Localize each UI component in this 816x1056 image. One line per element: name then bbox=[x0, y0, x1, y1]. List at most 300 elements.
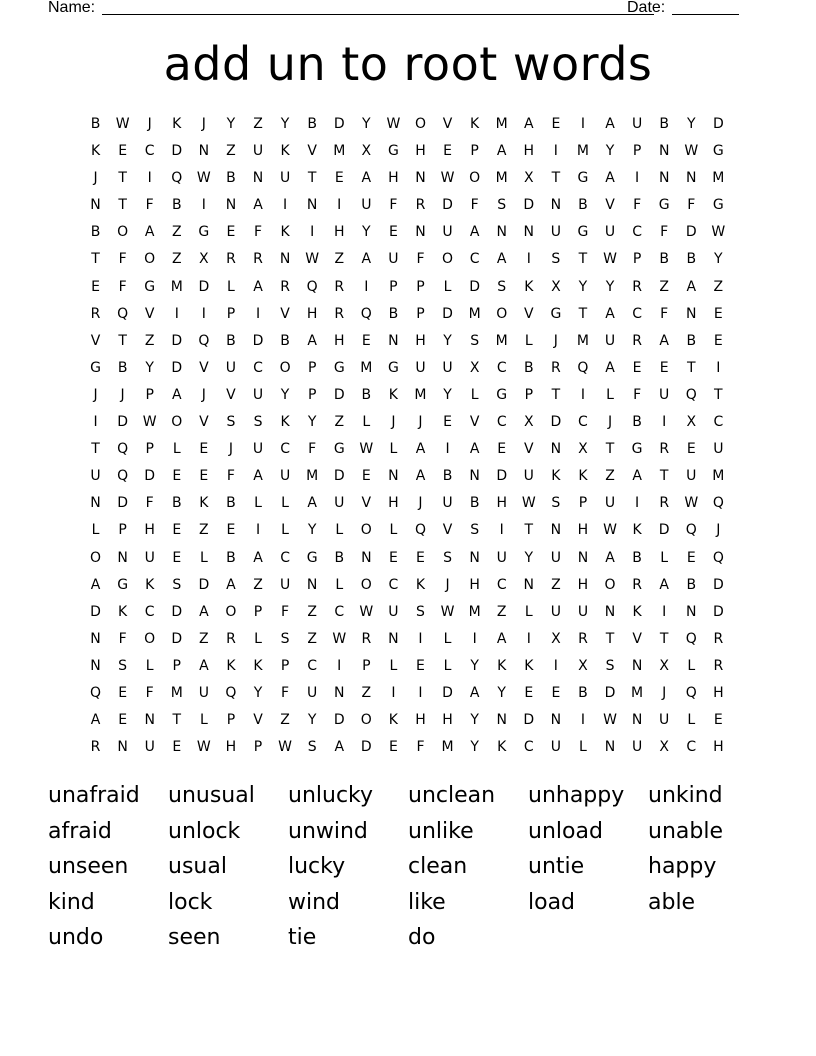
grid-letter: U bbox=[577, 603, 589, 620]
grid-letter: W bbox=[603, 712, 617, 729]
grid-letter: C bbox=[632, 305, 642, 322]
grid-letter: Z bbox=[171, 224, 182, 241]
grid-letter: U bbox=[604, 495, 616, 512]
grid-letter: K bbox=[524, 657, 534, 674]
grid-letter: A bbox=[605, 549, 615, 566]
grid-letter: S bbox=[470, 522, 480, 539]
grid-letter: Q bbox=[117, 305, 129, 322]
grid-letter: Z bbox=[253, 576, 263, 593]
grid-letter: O bbox=[469, 170, 481, 187]
grid-letter: I bbox=[553, 657, 558, 674]
grid-letter: L bbox=[91, 522, 100, 539]
word-bank-item: unusual bbox=[168, 783, 255, 808]
grid-letter: W bbox=[359, 441, 374, 458]
grid-letter: O bbox=[117, 224, 129, 241]
grid-letter: K bbox=[145, 576, 155, 593]
word-bank-item: afraid bbox=[48, 818, 112, 844]
grid-letter: C bbox=[496, 576, 507, 593]
grid-letter: R bbox=[334, 278, 345, 295]
grid-letter: M bbox=[631, 684, 644, 701]
grid-letter: Z bbox=[551, 576, 561, 593]
grid-letter: R bbox=[280, 278, 290, 295]
grid-letter: G bbox=[198, 224, 210, 241]
grid-letter: O bbox=[171, 414, 183, 431]
grid-letter: H bbox=[306, 305, 318, 322]
grid-letter: K bbox=[497, 739, 507, 756]
word-bank-item: unafraid bbox=[48, 783, 140, 808]
grid-letter: P bbox=[470, 143, 479, 160]
grid-letter: D bbox=[496, 468, 508, 485]
grid-letter: U bbox=[686, 468, 697, 485]
grid-letter: U bbox=[442, 495, 453, 512]
grid-letter: H bbox=[415, 332, 426, 349]
grid-letter: D bbox=[333, 712, 345, 729]
grid-letter: U bbox=[659, 386, 670, 403]
grid-letter: Z bbox=[713, 278, 724, 295]
grid-letter: L bbox=[687, 712, 696, 729]
grid-letter: A bbox=[253, 468, 263, 485]
grid-letter: L bbox=[335, 522, 344, 539]
grid-letter: B bbox=[226, 549, 236, 566]
grid-letter: K bbox=[524, 278, 534, 295]
grid-letter: L bbox=[145, 657, 154, 674]
grid-letter: V bbox=[226, 386, 236, 403]
grid-letter: R bbox=[551, 359, 561, 376]
grid-letter: X bbox=[578, 441, 588, 458]
grid-letter: K bbox=[497, 657, 507, 674]
grid-letter: W bbox=[142, 414, 157, 431]
grid-letter: Y bbox=[470, 657, 479, 674]
grid-letter: C bbox=[280, 441, 290, 458]
grid-letter: K bbox=[226, 657, 236, 674]
grid-letter: L bbox=[389, 657, 398, 674]
grid-letter: A bbox=[253, 197, 263, 214]
grid-letter: Y bbox=[280, 386, 290, 403]
grid-letter: U bbox=[279, 468, 291, 485]
grid-letter: L bbox=[524, 332, 533, 349]
grid-letter: N bbox=[90, 630, 101, 647]
grid-letter: C bbox=[469, 251, 480, 268]
grid-letter: E bbox=[713, 332, 723, 349]
grid-letter: A bbox=[659, 332, 669, 349]
grid-letter: B bbox=[226, 495, 236, 512]
grid-letter: E bbox=[172, 468, 182, 485]
grid-letter: N bbox=[388, 630, 399, 647]
grid-letter: T bbox=[524, 522, 534, 539]
page-title: add un to root words bbox=[163, 37, 653, 91]
grid-letter: E bbox=[443, 414, 452, 431]
word-bank-item: happy bbox=[648, 854, 717, 879]
grid-letter: R bbox=[659, 495, 670, 512]
word-bank-item: usual bbox=[168, 854, 227, 879]
grid-letter: Q bbox=[306, 278, 318, 295]
grid-letter: I bbox=[445, 441, 450, 458]
grid-letter: T bbox=[659, 630, 669, 647]
grid-letter: A bbox=[605, 305, 615, 322]
grid-letter: H bbox=[144, 522, 155, 539]
word-bank-item: unable bbox=[648, 818, 723, 844]
grid-letter: M bbox=[468, 603, 481, 620]
grid-letter: D bbox=[198, 576, 210, 593]
grid-letter: Z bbox=[307, 603, 317, 620]
grid-letter: L bbox=[199, 712, 208, 729]
grid-letter: A bbox=[605, 359, 615, 376]
grid-letter: H bbox=[496, 495, 507, 512]
grid-letter: N bbox=[225, 197, 237, 214]
grid-letter: E bbox=[686, 441, 696, 458]
grid-letter: N bbox=[90, 657, 101, 674]
grid-letter: Q bbox=[685, 630, 697, 647]
grid-letter: A bbox=[686, 278, 697, 295]
grid-letter: V bbox=[144, 305, 155, 322]
grid-letter: B bbox=[117, 359, 128, 376]
grid-letter: K bbox=[253, 657, 263, 674]
grid-letter: L bbox=[335, 576, 344, 593]
grid-letter: E bbox=[226, 522, 236, 539]
grid-letter: K bbox=[280, 224, 290, 241]
grid-letter: S bbox=[280, 630, 290, 647]
grid-row bbox=[82, 195, 732, 222]
grid-letter: Z bbox=[334, 251, 345, 268]
grid-letter: F bbox=[145, 684, 154, 701]
grid-letter: R bbox=[578, 630, 588, 647]
grid-letter: Y bbox=[470, 712, 479, 729]
grid-letter: Z bbox=[361, 684, 372, 701]
grid-letter: V bbox=[524, 441, 534, 458]
grid-letter: A bbox=[307, 495, 317, 512]
grid-letter: I bbox=[662, 414, 667, 431]
grid-letter: N bbox=[117, 739, 128, 756]
grid-letter: Y bbox=[524, 549, 534, 566]
grid-letter: V bbox=[524, 305, 534, 322]
grid-letter: P bbox=[118, 522, 127, 539]
grid-letter: U bbox=[90, 468, 101, 485]
grid-letter: J bbox=[201, 116, 206, 132]
grid-letter: C bbox=[496, 359, 507, 376]
grid-letter: M bbox=[170, 278, 183, 295]
grid-letter: G bbox=[550, 305, 562, 322]
grid-letter: V bbox=[199, 414, 209, 431]
grid-letter: U bbox=[550, 603, 561, 620]
grid-letter: N bbox=[388, 468, 399, 485]
word-bank bbox=[48, 780, 768, 958]
grid-letter: L bbox=[687, 657, 696, 674]
grid-letter: P bbox=[280, 657, 290, 674]
grid-letter: I bbox=[418, 684, 423, 701]
grid-row bbox=[82, 737, 732, 764]
grid-letter: H bbox=[577, 522, 589, 539]
grid-letter: K bbox=[415, 576, 426, 593]
grid-letter: K bbox=[118, 603, 128, 620]
grid-letter: B bbox=[226, 170, 236, 187]
grid-letter: A bbox=[469, 441, 480, 458]
grid-letter: T bbox=[605, 630, 615, 647]
grid-letter: P bbox=[524, 386, 534, 403]
grid-letter: S bbox=[497, 197, 507, 214]
grid-letter: S bbox=[118, 657, 128, 674]
grid-letter: W bbox=[711, 224, 726, 241]
grid-row bbox=[82, 277, 732, 304]
grid-letter: S bbox=[253, 414, 263, 431]
grid-letter: C bbox=[632, 224, 642, 241]
date-blank-line bbox=[672, 14, 739, 15]
grid-letter: I bbox=[391, 684, 396, 701]
grid-letter: O bbox=[414, 116, 426, 132]
grid-letter: Y bbox=[362, 224, 371, 241]
grid-letter: N bbox=[550, 197, 562, 214]
grid-letter: I bbox=[580, 386, 586, 403]
grid-letter: U bbox=[604, 332, 616, 349]
grid-letter: K bbox=[388, 386, 398, 403]
grid-letter: E bbox=[497, 441, 507, 458]
grid-letter: J bbox=[445, 576, 450, 593]
grid-letter: B bbox=[334, 549, 345, 566]
grid-letter: M bbox=[712, 170, 725, 187]
grid-letter: U bbox=[361, 197, 372, 214]
grid-letter: U bbox=[334, 495, 345, 512]
grid-letter: T bbox=[307, 170, 317, 187]
name-date-header bbox=[48, 0, 748, 20]
grid-letter: D bbox=[333, 468, 345, 485]
grid-letter: Y bbox=[307, 712, 317, 729]
grid-letter: N bbox=[686, 170, 697, 187]
grid-letter: D bbox=[117, 495, 128, 512]
grid-letter: N bbox=[631, 712, 643, 729]
grid-letter: H bbox=[713, 739, 724, 756]
grid-letter: P bbox=[578, 495, 588, 512]
grid-letter: F bbox=[660, 224, 669, 241]
grid-letter: W bbox=[684, 143, 699, 160]
grid-letter: U bbox=[388, 603, 399, 620]
grid-letter: W bbox=[115, 116, 130, 132]
grid-letter: N bbox=[306, 576, 318, 593]
grid-letter: F bbox=[660, 305, 669, 322]
grid-letter: V bbox=[280, 305, 290, 322]
grid-letter: R bbox=[226, 630, 236, 647]
grid-letter: A bbox=[415, 468, 426, 485]
grid-letter: W bbox=[359, 603, 374, 620]
grid-letter: S bbox=[226, 414, 236, 431]
grid-letter: U bbox=[279, 170, 291, 187]
grid-letter: Y bbox=[443, 332, 452, 349]
grid-letter: T bbox=[91, 251, 100, 268]
grid-letter: I bbox=[418, 630, 423, 647]
grid-letter: M bbox=[306, 468, 319, 485]
grid-letter: I bbox=[635, 495, 640, 512]
grid-letter: F bbox=[416, 251, 425, 268]
word-bank-item: unload bbox=[528, 818, 603, 844]
grid-letter: K bbox=[578, 468, 588, 485]
grid-letter: K bbox=[172, 116, 182, 132]
grid-letter: W bbox=[332, 630, 347, 647]
grid-letter: X bbox=[578, 657, 588, 674]
grid-letter: E bbox=[172, 549, 182, 566]
grid-letter: A bbox=[171, 386, 182, 403]
grid-letter: L bbox=[660, 549, 669, 566]
grid-letter: Z bbox=[199, 522, 209, 539]
grid-letter: T bbox=[551, 170, 561, 187]
grid-letter: Y bbox=[253, 684, 263, 701]
grid-row bbox=[82, 683, 732, 710]
grid-letter: L bbox=[606, 386, 614, 403]
grid-letter: N bbox=[686, 305, 697, 322]
grid-letter: V bbox=[469, 414, 480, 431]
grid-letter: T bbox=[578, 305, 588, 322]
word-bank-item: kind bbox=[48, 889, 95, 915]
grid-letter: X bbox=[659, 739, 669, 756]
grid-letter: Y bbox=[605, 143, 615, 160]
grid-letter: I bbox=[201, 197, 206, 214]
grid-letter: E bbox=[226, 224, 236, 241]
grid-letter: D bbox=[90, 603, 101, 620]
grid-letter: J bbox=[418, 414, 423, 431]
grid-letter: C bbox=[280, 549, 290, 566]
grid-letter: A bbox=[334, 739, 345, 756]
grid-letter: E bbox=[172, 522, 182, 539]
grid-letter: U bbox=[252, 386, 264, 403]
grid-letter: S bbox=[497, 278, 507, 295]
grid-letter: A bbox=[199, 603, 209, 620]
word-bank-item: tie bbox=[288, 925, 317, 950]
grid-letter: O bbox=[496, 305, 508, 322]
grid-letter: L bbox=[172, 441, 181, 458]
grid-letter: Y bbox=[714, 251, 723, 268]
grid-letter: M bbox=[333, 143, 346, 160]
grid-letter: N bbox=[686, 603, 697, 620]
grid-letter: X bbox=[199, 251, 209, 268]
grid-letter: I bbox=[255, 305, 261, 322]
grid-letter: Z bbox=[334, 414, 345, 431]
grid-letter: L bbox=[524, 603, 533, 620]
grid-letter: U bbox=[252, 143, 264, 160]
grid-letter: G bbox=[306, 549, 318, 566]
grid-letter: N bbox=[90, 197, 101, 214]
grid-letter: X bbox=[551, 630, 561, 647]
grid-letter: J bbox=[93, 386, 98, 403]
grid-letter: M bbox=[576, 332, 589, 349]
grid-letter: D bbox=[144, 468, 156, 485]
grid-letter: D bbox=[117, 414, 128, 431]
grid-letter: W bbox=[196, 170, 211, 187]
grid-letter: P bbox=[416, 278, 425, 295]
grid-letter: S bbox=[307, 739, 317, 756]
grid-letter: S bbox=[605, 657, 615, 674]
grid-letter: B bbox=[90, 116, 101, 132]
grid-letter: P bbox=[253, 603, 263, 620]
grid-letter: C bbox=[578, 414, 588, 431]
grid-letter: E bbox=[551, 684, 561, 701]
grid-letter: V bbox=[199, 359, 209, 376]
grid-letter: Q bbox=[117, 441, 129, 458]
grid-letter: E bbox=[388, 549, 398, 566]
grid-letter: I bbox=[580, 712, 586, 729]
grid-letter: K bbox=[280, 143, 290, 160]
grid-letter: W bbox=[440, 603, 455, 620]
grid-letter: Y bbox=[280, 116, 290, 132]
grid-letter: O bbox=[144, 251, 156, 268]
grid-letter: C bbox=[713, 414, 724, 431]
word-bank-item: unseen bbox=[48, 854, 129, 879]
grid-letter: U bbox=[631, 116, 643, 132]
grid-row bbox=[82, 114, 732, 141]
grid-letter: Z bbox=[496, 603, 507, 620]
grid-row bbox=[82, 629, 732, 656]
grid-letter: G bbox=[631, 441, 643, 458]
grid-letter: Y bbox=[362, 116, 371, 132]
grid-letter: L bbox=[443, 278, 452, 295]
grid-letter: B bbox=[307, 116, 317, 132]
grid-letter: D bbox=[171, 143, 183, 160]
grid-letter: N bbox=[388, 332, 399, 349]
grid-letter: M bbox=[495, 332, 508, 349]
grid-letter: N bbox=[117, 549, 128, 566]
grid-letter: K bbox=[388, 712, 398, 729]
grid-letter: A bbox=[253, 278, 263, 295]
grid-letter: A bbox=[199, 657, 209, 674]
grid-letter: U bbox=[307, 684, 318, 701]
grid-letter: U bbox=[713, 441, 724, 458]
word-bank-item: untie bbox=[528, 854, 585, 879]
grid-letter: S bbox=[416, 603, 425, 620]
grid-letter: D bbox=[252, 332, 264, 349]
grid-letter: X bbox=[659, 657, 669, 674]
grid-letter: F bbox=[118, 251, 127, 268]
grid-letter: A bbox=[496, 143, 507, 160]
word-bank-item: lock bbox=[168, 889, 213, 915]
grid-letter: R bbox=[90, 305, 101, 322]
grid-letter: Y bbox=[443, 386, 452, 403]
grid-letter: L bbox=[281, 522, 289, 539]
grid-letter: M bbox=[495, 170, 508, 187]
grid-letter: A bbox=[415, 441, 426, 458]
grid-letter: G bbox=[333, 441, 345, 458]
grid-letter: H bbox=[442, 712, 453, 729]
grid-letter: D bbox=[712, 576, 724, 593]
grid-letter: P bbox=[416, 305, 425, 322]
grid-letter: D bbox=[442, 197, 453, 214]
grid-letter: M bbox=[170, 684, 183, 701]
grid-letter: U bbox=[496, 549, 507, 566]
grid-letter: U bbox=[550, 549, 561, 566]
grid-letter: F bbox=[470, 197, 479, 214]
grid-row bbox=[82, 412, 732, 439]
grid-letter: B bbox=[361, 386, 372, 403]
grid-row bbox=[82, 656, 732, 683]
grid-letter: F bbox=[633, 386, 642, 403]
grid-letter: I bbox=[337, 657, 342, 674]
grid-letter: D bbox=[685, 224, 697, 241]
grid-letter: D bbox=[523, 712, 535, 729]
grid-letter: B bbox=[90, 224, 101, 241]
grid-letter: X bbox=[686, 414, 697, 431]
grid-letter: N bbox=[469, 549, 480, 566]
grid-row bbox=[82, 331, 732, 358]
grid-letter: P bbox=[307, 386, 317, 403]
grid-letter: R bbox=[713, 657, 724, 674]
grid-letter: M bbox=[414, 386, 427, 403]
grid-row bbox=[82, 493, 732, 520]
grid-letter: O bbox=[360, 522, 372, 539]
grid-letter: C bbox=[144, 603, 155, 620]
grid-letter: G bbox=[387, 359, 399, 376]
grid-letter: I bbox=[472, 630, 477, 647]
grid-letter: D bbox=[442, 305, 453, 322]
grid-letter: I bbox=[499, 522, 504, 539]
grid-letter: Q bbox=[360, 305, 372, 322]
word-bank-item: unlike bbox=[408, 818, 474, 844]
grid-letter: E bbox=[118, 143, 128, 160]
grid-letter: P bbox=[632, 143, 642, 160]
